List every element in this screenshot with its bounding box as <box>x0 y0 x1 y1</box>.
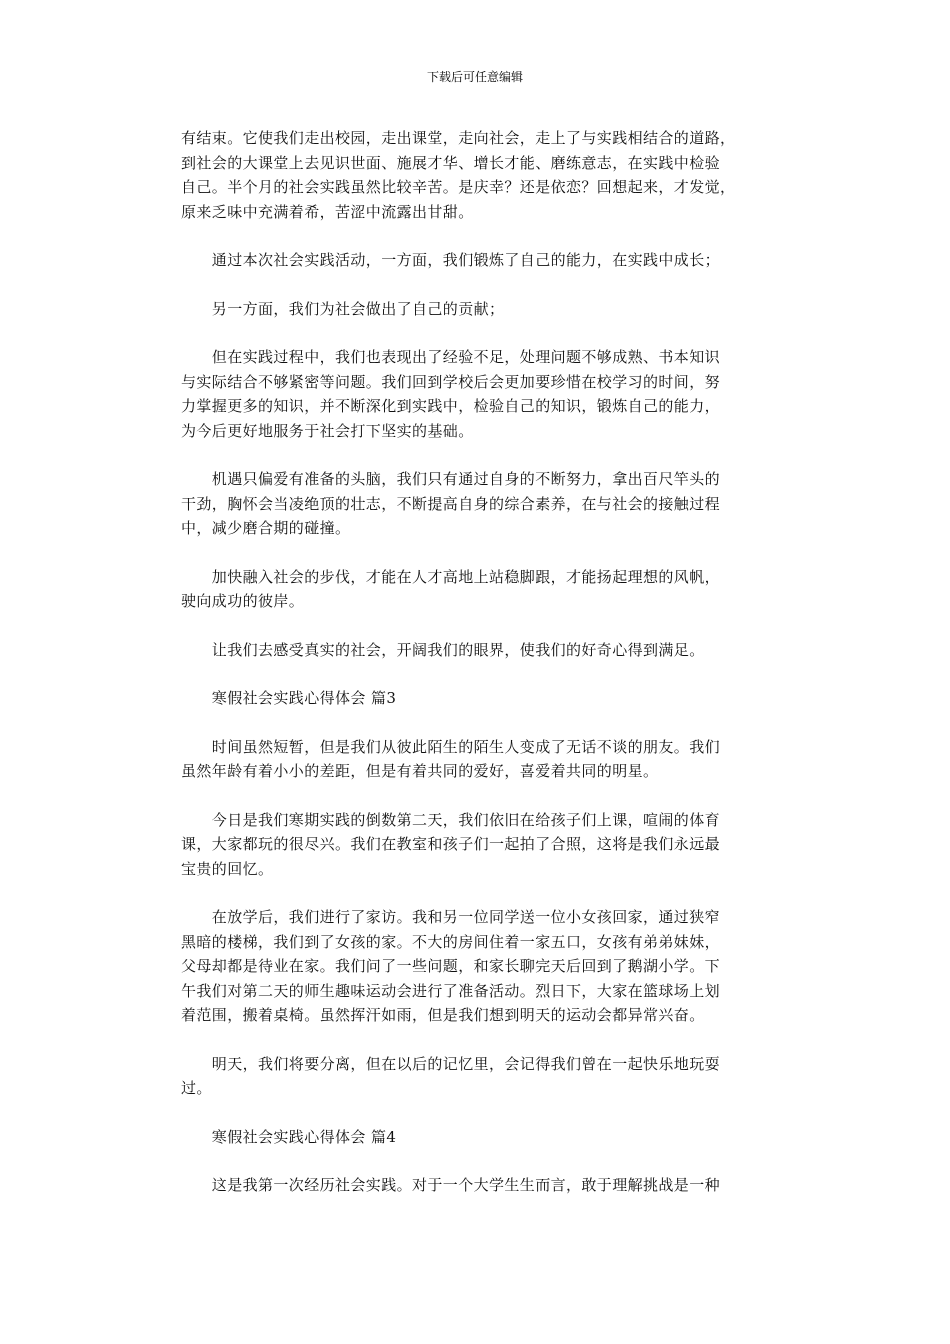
paragraph-12: 这是我第一次经历社会实践。对于一个大学生生而言，敢于理解挑战是一种 <box>181 1176 721 1194</box>
paragraph-3: 另一方面，我们为社会做出了自己的贡献； <box>181 299 505 318</box>
section-heading-3: 寒假社会实践心得体会 篇3 <box>181 689 397 707</box>
paragraph-4: 但在实践过程中，我们也表现出了经验不足，处理问题不够成熟、书本知识 与实际结合不够紧密等问题。我们回到学校后会更加要珍惜在校学习的时间，努 力掌握更多的知识，并不断深化到实践中，检验自己的知识，锻炼自己的能力， 为今后更好地服务于社会打下坚实的基础。 <box>181 348 721 440</box>
paragraph-9: 今日是我们寒期实践的倒数第二天，我们依旧在给孩子们上课，喧闹的体育 课，大家都玩的很尽兴。我们在教室和孩子们一起拍了合照，这将是我们永远最 宝贵的回忆。 <box>181 810 721 878</box>
paragraph-11: 明天，我们将要分离，但在以后的记忆里，会记得我们曾在一起快乐地玩耍 过。 <box>181 1054 721 1097</box>
paragraph-8: 时间虽然短暂，但是我们从彼此陌生的陌生人变成了无话不谈的朋友。我们 虽然年龄有着小小的差距，但是有着共同的爱好，喜爱着共同的明星。 <box>181 737 721 780</box>
paragraph-6: 加快融入社会的步伐，才能在人才高地上站稳脚跟，才能扬起理想的风帆， 驶向成功的彼岸。 <box>181 567 721 610</box>
document-body <box>181 126 781 1222</box>
paragraph-10: 在放学后，我们进行了家访。我和另一位同学送一位小女孩回家，通过狭窄 黑暗的楼梯，我们到了女孩的家。不大的房间住着一家五口，女孩有弟弟妹妹， 父母却都是待业在家。我们问了一些问题，和家长聊完天后回到了鹅湖小学。下 午我们对第二天的师生趣味运动会进行了准备活动。烈日下，大家在篮球场上划 着范围，搬着桌椅。虽然挥汗如雨，但是我们想到明天的运动会都异常兴奋。 <box>181 908 721 1024</box>
paragraph-7: 让我们去感受真实的社会，开阔我们的眼界，使我们的好奇心得到满足。 <box>181 640 705 659</box>
paragraph-2: 通过本次社会实践活动，一方面，我们锻炼了自己的能力，在实践中成长； <box>181 251 721 269</box>
paragraph-5: 机遇只偏爱有准备的头脑，我们只有通过自身的不断努力，拿出百尺竿头的 干劲，胸怀会当凌绝顶的壮志，不断提高自身的综合素养，在与社会的接触过程 中，减少磨合期的碰撞。 <box>181 470 721 537</box>
page-header: 下载后可任意编辑 <box>426 70 523 84</box>
paragraph-1: 有结束。它使我们走出校园，走出课堂，走向社会，走上了与实践相结合的道路， 到社会的大课堂上去见识世面、施展才华、增长才能、磨练意志，在实践中检验 自己。半个月的社会实践虽然比较辛苦。是庆幸？还是依恋？回想起来，才发觉， 原来乏味中充满着希，苦涩中流露出甘甜。 <box>181 129 736 221</box>
section-heading-4: 寒假社会实践心得体会 篇4 <box>181 1127 397 1146</box>
